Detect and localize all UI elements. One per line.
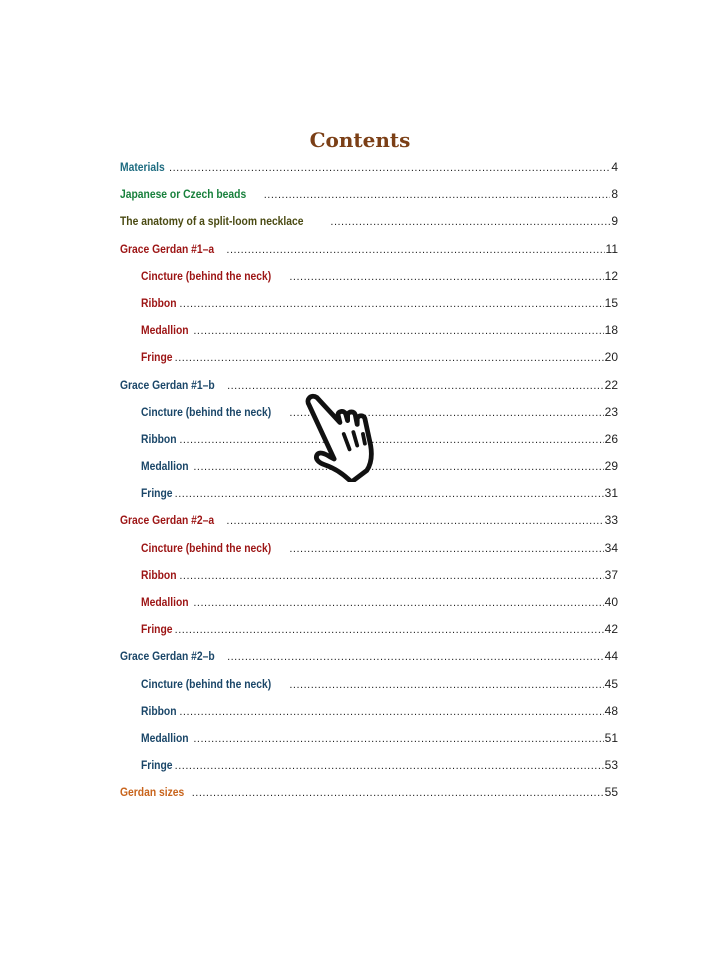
- toc-entry-page-number: 18: [604, 323, 618, 338]
- toc-entry-label: Japanese or Czech beads: [120, 187, 247, 202]
- toc-entry[interactable]: [120, 727, 618, 754]
- dot-leader: [175, 347, 604, 369]
- toc-entry[interactable]: [120, 319, 618, 346]
- toc-entry[interactable]: [120, 673, 618, 700]
- toc-entry-page-number: 42: [604, 622, 618, 637]
- toc-entry-label: Fringe: [141, 758, 173, 773]
- toc-entry-label: Grace Gerdan #1–a: [120, 241, 215, 256]
- dot-leader: [227, 375, 604, 397]
- dot-leader: [264, 184, 611, 206]
- dot-leader: [193, 456, 603, 478]
- table-of-contents: [120, 156, 618, 809]
- dot-leader: [169, 157, 610, 179]
- toc-entry-label: Ribbon: [141, 703, 177, 718]
- toc-entry[interactable]: [120, 156, 618, 183]
- toc-entry[interactable]: [120, 591, 618, 618]
- dot-leader: [226, 239, 604, 261]
- toc-entry-label: Grace Gerdan #1–b: [120, 377, 215, 392]
- toc-entry-label: Grace Gerdan #2–b: [120, 649, 215, 664]
- toc-entry-page-number: 31: [604, 486, 618, 501]
- toc-entry-label: Medallion: [141, 459, 189, 474]
- dot-leader: [193, 592, 603, 614]
- toc-entry-label: Gerdan sizes: [120, 785, 185, 800]
- page-title: Contents: [309, 128, 411, 152]
- dot-leader: [179, 429, 603, 451]
- toc-entry-page-number: 48: [604, 703, 618, 718]
- toc-entry[interactable]: [120, 509, 618, 536]
- toc-entry[interactable]: [120, 645, 618, 672]
- dot-leader: [289, 674, 603, 696]
- toc-entry-page-number: 53: [604, 758, 618, 773]
- toc-entry-label: Fringe: [141, 622, 173, 637]
- toc-entry-label: Cincture (behind the neck): [141, 676, 272, 691]
- toc-entry[interactable]: [120, 754, 618, 781]
- dot-leader: [289, 538, 603, 560]
- toc-entry[interactable]: [120, 265, 618, 292]
- dot-leader: [179, 293, 603, 315]
- toc-entry-page-number: 51: [604, 730, 618, 745]
- toc-entry-label: Medallion: [141, 730, 189, 745]
- dot-leader: [175, 619, 604, 641]
- toc-entry-page-number: 29: [604, 459, 618, 474]
- dot-leader: [330, 211, 610, 233]
- toc-entry-label: Ribbon: [141, 295, 177, 310]
- toc-entry-page-number: 15: [604, 295, 618, 310]
- toc-entry-page-number: 12: [604, 268, 618, 283]
- toc-entry-label: Grace Gerdan #2–a: [120, 513, 215, 528]
- toc-entry-page-number: 8: [611, 187, 618, 202]
- toc-entry-label: Fringe: [141, 350, 173, 365]
- toc-entry-page-number: 34: [604, 540, 618, 555]
- toc-entry-page-number: 45: [604, 676, 618, 691]
- dot-leader: [193, 320, 603, 342]
- toc-entry-page-number: 20: [604, 350, 618, 365]
- toc-entry-page-number: 22: [604, 377, 618, 392]
- toc-entry[interactable]: [120, 210, 618, 237]
- dot-leader: [226, 510, 603, 532]
- dot-leader: [289, 266, 603, 288]
- toc-entry-page-number: 11: [605, 241, 618, 256]
- toc-entry[interactable]: [120, 346, 618, 373]
- toc-entry-page-number: 4: [611, 160, 618, 174]
- toc-entry-label: Cincture (behind the neck): [141, 268, 272, 283]
- toc-entry-label: Cincture (behind the neck): [141, 404, 272, 419]
- toc-entry-page-number: 55: [604, 785, 618, 800]
- hand-pointer-graphic: [290, 386, 386, 482]
- dot-leader: [179, 701, 603, 723]
- toc-entry[interactable]: [120, 238, 618, 265]
- toc-entry[interactable]: [120, 482, 618, 509]
- toc-entry-label: Fringe: [141, 486, 173, 501]
- dot-leader: [227, 646, 604, 668]
- dot-leader: [175, 483, 604, 505]
- toc-entry-label: Medallion: [141, 323, 189, 338]
- toc-entry[interactable]: [120, 781, 618, 808]
- dot-leader: [193, 728, 603, 750]
- toc-entry-page-number: 40: [604, 595, 618, 609]
- dot-leader: [179, 565, 603, 587]
- toc-entry-label: Materials: [120, 160, 165, 174]
- toc-entry-page-number: 33: [604, 513, 618, 528]
- toc-entry-label: Medallion: [141, 595, 189, 609]
- toc-entry[interactable]: [120, 183, 618, 210]
- toc-entry-page-number: 44: [604, 649, 618, 664]
- toc-entry-label: The anatomy of a split-loom necklace: [120, 214, 304, 229]
- toc-entry-label: Cincture (behind the neck): [141, 540, 272, 555]
- toc-entry-label: Ribbon: [141, 567, 177, 582]
- toc-entry[interactable]: [120, 700, 618, 727]
- dot-leader: [192, 782, 604, 804]
- toc-entry-label: Ribbon: [141, 431, 177, 446]
- toc-entry-page-number: 23: [604, 404, 618, 419]
- dot-leader: [175, 755, 604, 777]
- toc-entry[interactable]: [120, 564, 618, 591]
- toc-entry[interactable]: [120, 292, 618, 319]
- toc-entry-page-number: 9: [611, 214, 618, 229]
- hand-pointer-icon: [290, 386, 386, 482]
- toc-entry[interactable]: [120, 618, 618, 645]
- toc-entry[interactable]: [120, 537, 618, 564]
- toc-entry-page-number: 26: [604, 431, 618, 446]
- toc-entry-page-number: 37: [604, 567, 618, 582]
